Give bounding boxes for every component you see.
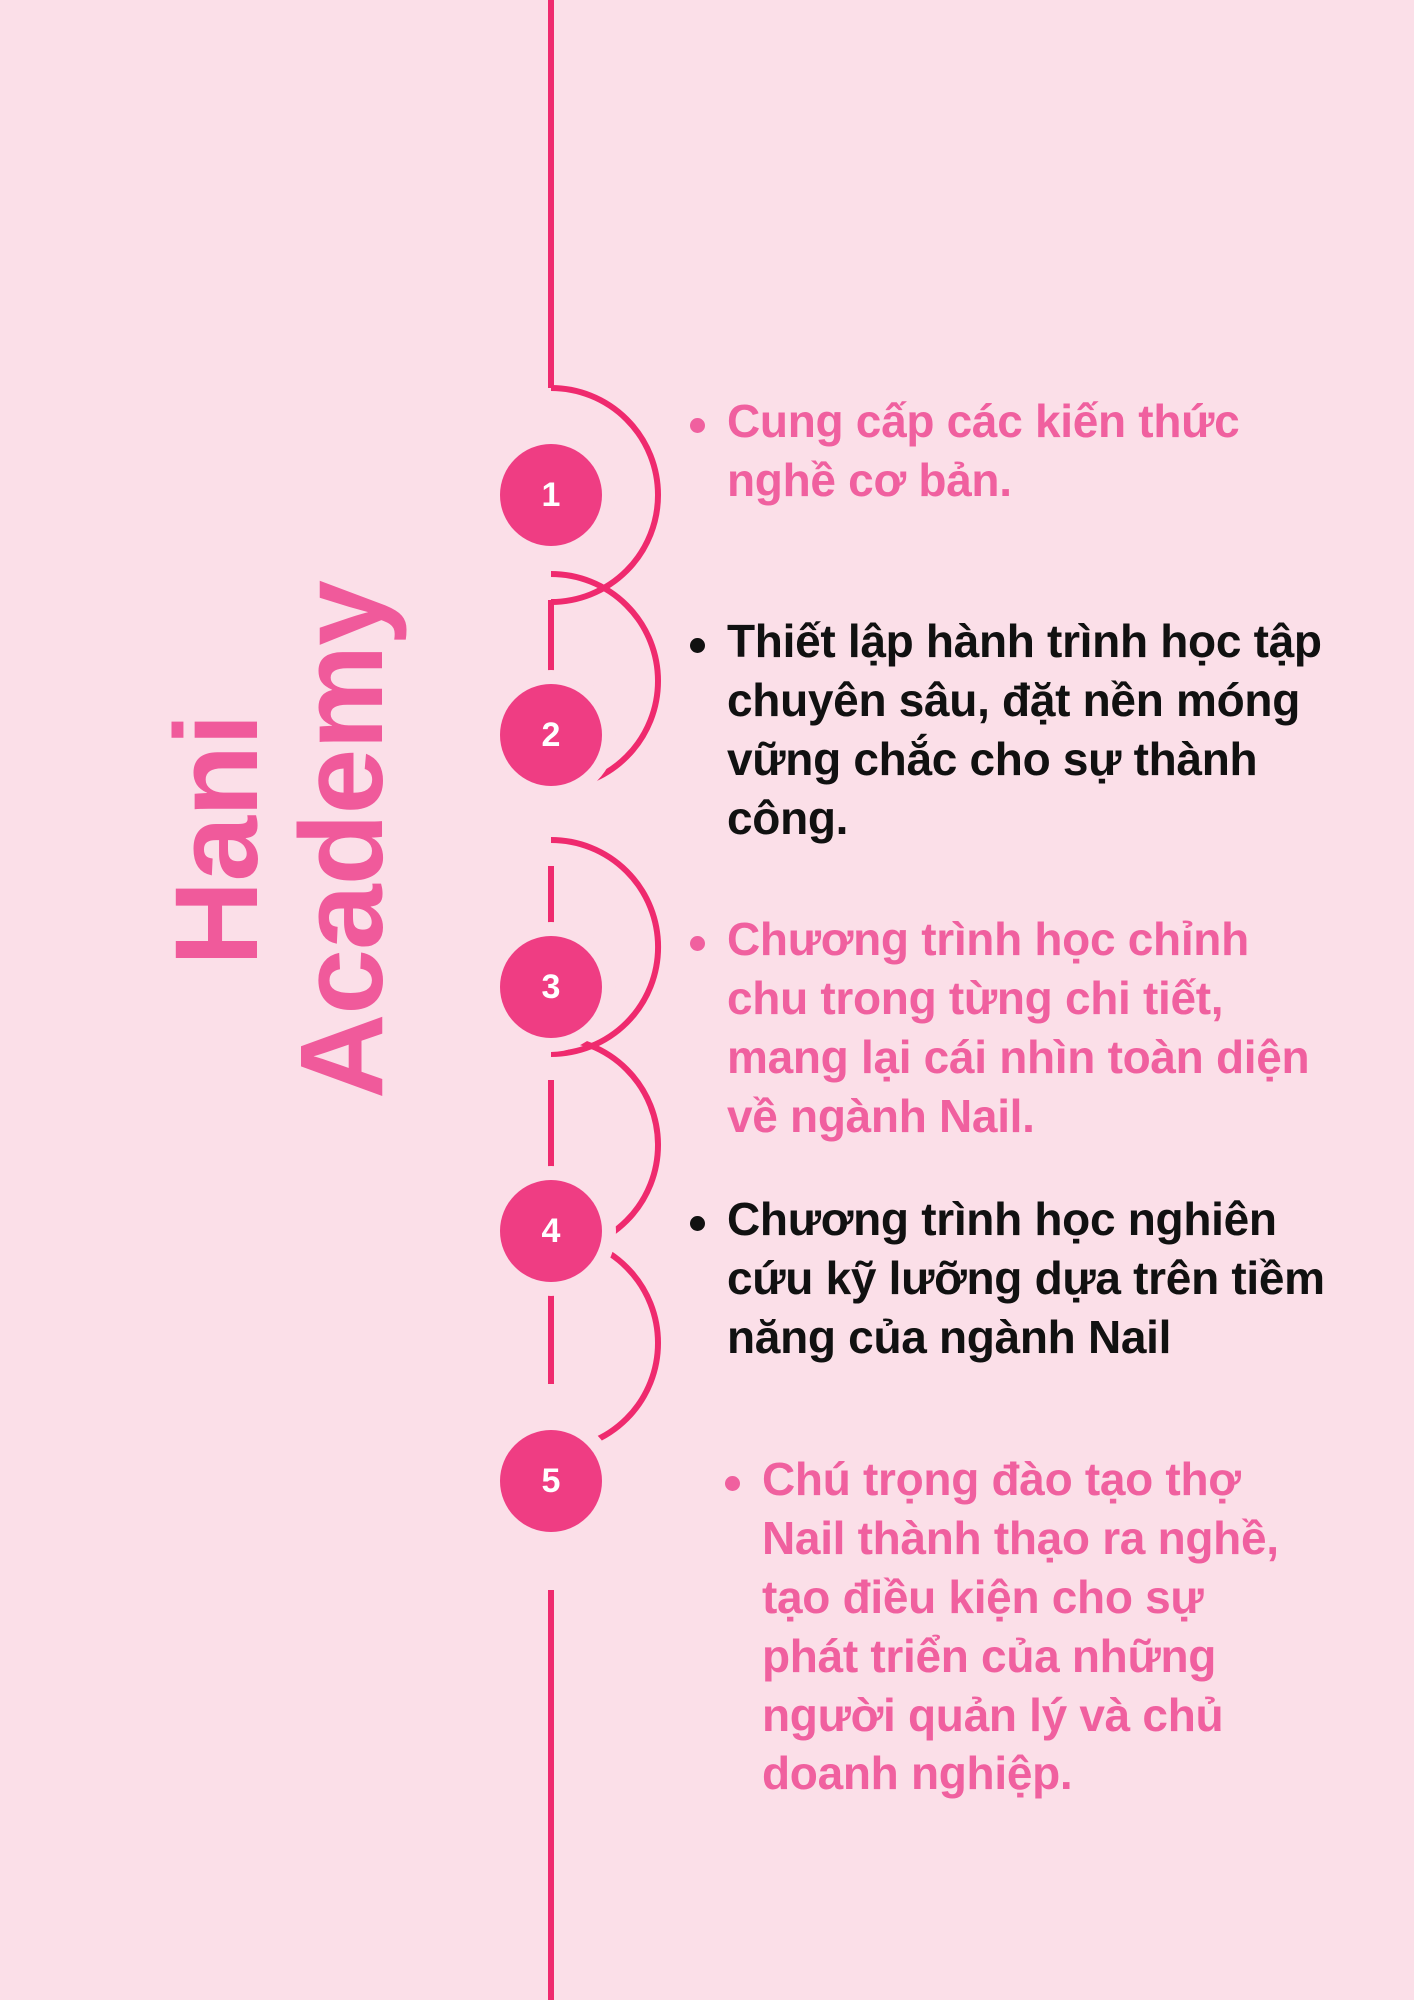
brand-panel bbox=[0, 0, 560, 2000]
step-text-1 bbox=[690, 392, 1250, 510]
step-description: Chương trình học nghiên cứu kỹ lưỡng dựa trên tiềm năng của ngành Nail bbox=[727, 1193, 1325, 1363]
step-text-5 bbox=[725, 1450, 1285, 1803]
step-number: 4 bbox=[541, 1211, 561, 1250]
spine-segment bbox=[548, 1590, 554, 2000]
spine-segment bbox=[548, 1272, 554, 1384]
bullet-icon bbox=[725, 1476, 740, 1491]
spine-segment bbox=[548, 0, 554, 388]
page-title bbox=[0, 440, 560, 1240]
step-node-4[interactable] bbox=[500, 1180, 602, 1282]
step-text-3 bbox=[690, 910, 1320, 1146]
bullet-icon bbox=[690, 1216, 705, 1231]
step-description: Thiết lập hành trình học tập chuyên sâu, đặt nền móng vững chắc cho sự thành công. bbox=[727, 615, 1322, 844]
step-number: 3 bbox=[541, 967, 561, 1006]
step-number: 2 bbox=[541, 715, 561, 754]
bullet-icon bbox=[690, 638, 705, 653]
brand-line-2: Academy bbox=[276, 581, 408, 1099]
step-description: Chương trình học chỉnh chu trong từng chi tiết, mang lại cái nhìn toàn diện về ngành Nail. bbox=[727, 913, 1310, 1142]
bullet-icon bbox=[690, 418, 705, 433]
step-text-4 bbox=[690, 1190, 1350, 1367]
spine-segment bbox=[548, 1080, 554, 1190]
step-node-1[interactable] bbox=[500, 444, 602, 546]
step-description: Chú trọng đào tạo thợ Nail thành thạo ra nghề, tạo điều kiện cho sự phát triển của những người quản lý và chủ doanh nghiệp. bbox=[762, 1453, 1279, 1800]
step-node-5[interactable] bbox=[500, 1430, 602, 1532]
step-number: 5 bbox=[541, 1461, 561, 1500]
step-number: 1 bbox=[541, 475, 561, 514]
step-text-2 bbox=[690, 612, 1330, 848]
step-node-3[interactable] bbox=[500, 936, 602, 1038]
step-node-2[interactable] bbox=[500, 684, 602, 786]
brand-line-1: Hani bbox=[150, 714, 283, 966]
step-description: Cung cấp các kiến thức nghề cơ bản. bbox=[727, 395, 1240, 506]
bullet-icon bbox=[690, 936, 705, 951]
